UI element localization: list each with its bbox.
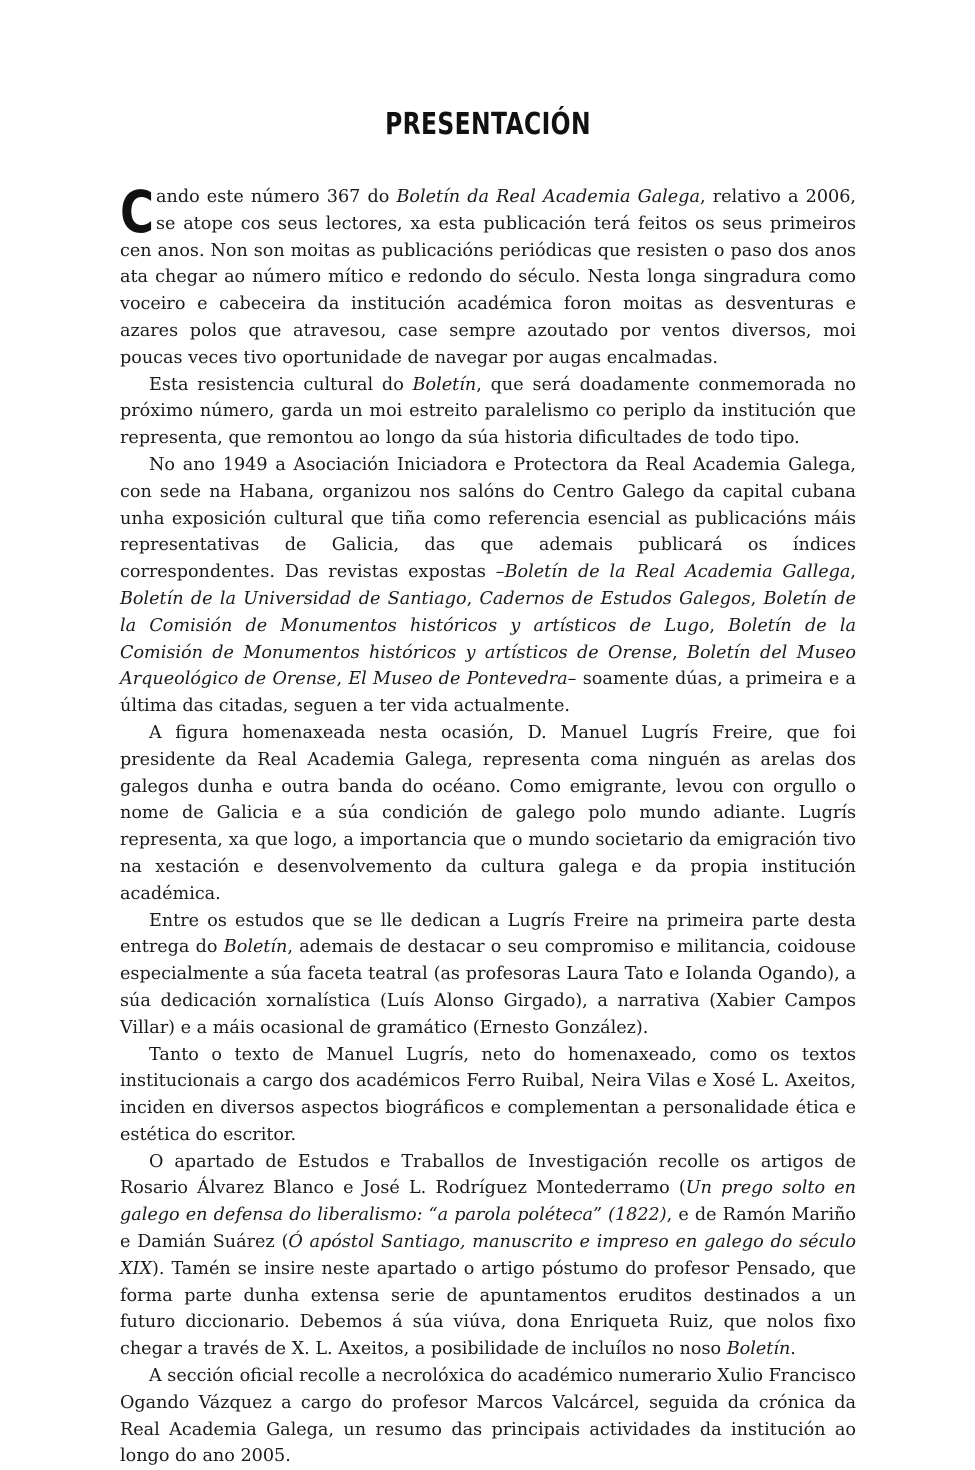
text-run: , que será doadamente conmemorada no próximo número, garda un moi estreito paralelismo co periplo da institución que representa, que remontou ao longo da súa historia dificultades de todo tipo. (120, 374, 856, 449)
paragraph-7 (120, 1149, 856, 1363)
paragraph-5 (120, 908, 856, 1042)
text-run: O apartado de Estudos e Traballos de Investigación recolle os artigos de Rosario Álvarez Blanco e José L. Rodríguez Montederramo ( (120, 1151, 856, 1199)
text-run: , (672, 642, 688, 663)
italic-title: El Museo de Pontevedra (348, 669, 568, 690)
text-run: No ano 1949 a Asociación Iniciadora e Protectora da Real Academia Galega, con sede na Habana, organizou nos salóns do Centro Galego da capital cubana unha exposición cultural que tiña como referencia esencial as publicacións máis representativas de Galicia, das que ademais publicará os índices correspondentes. Das revistas expostas – (120, 454, 856, 583)
text-run: Entre os estudos que se lle dedican a Lugrís Freire na primeira parte desta entrega do (120, 910, 856, 958)
text-run: , (336, 669, 349, 690)
italic-title: Boletín de la Universidad de Santiago (120, 588, 467, 609)
italic-title: Boletín (412, 374, 477, 395)
italic-title: Boletín del Museo Arqueológico de Orense (120, 642, 856, 690)
text-run: ). Tamén se insire neste apartado o artigo póstumo do profesor Pensado, que forma parte dunha extensa serie de apuntamentos eruditos destinados a un futuro diccionario. Debemos á súa viúva, dona Enriqueta Ruiz, que nolos fixo chegar a través de X. L. Axeitos, a posibilidade de incluílos no noso (120, 1258, 856, 1360)
text-run: ando este número 367 do (156, 187, 397, 207)
paragraph-2 (120, 372, 856, 452)
italic-title: Un prego solto en galego en defensa do liberalismo: “a parola poléteca” (1822) (120, 1178, 857, 1226)
text-run: , (850, 562, 856, 583)
text-run: , relativo a 2006, se atope cos seus lectores, xa esta publicación terá feitos os seus primeiros cen anos. Non son moitas as publicacións periódicas que resisten o paso dos anos ata chegar ao número mítico e redondo do século. Nesta longa singradura como voceiro e cabeceira da institución académica foron moitas as desventuras e azares polos que atravesou, case sempre azoutado por ventos diversos, moi poucas veces tivo oportunidade de navegar por augas encalmadas. (120, 187, 856, 368)
italic-title: Boletín da Real Academia Galega (396, 187, 700, 207)
paragraph-6: Tanto o texto de Manuel Lugrís, neto do homenaxeado, como os textos institucionais a cargo dos académicos Ferro Ruibal, Neira Vilas e Xosé L. Axeitos, inciden en diversos aspectos biográficos e complementan a personalidade ética e estética do escritor. (120, 1044, 856, 1145)
text-run: , (709, 615, 729, 636)
text-run: Esta resistencia cultural do (149, 374, 413, 395)
italic-title: Boletín de la Comisión de Monumentos históricos y artísticos de Orense (120, 615, 856, 663)
italic-title: Boletín (223, 937, 288, 958)
text-run: , (750, 588, 764, 609)
paragraph-4: A figura homenaxeada nesta ocasión, D. Manuel Lugrís Freire, que foi presidente da Real Academia Galega, representa coma ninguén as arelas dos galegos dunha e outra banda do océano. Como emigrante, levou con orgullo o nome de Galicia e a súa condición de galego polo mundo adiante. Lugrís representa, xa que logo, a importancia que o mundo societario da emigración tivo na xestación e desenvolvemento da cultura galega e da propia institución académica. (120, 722, 856, 904)
text-run: , ademais de destacar o seu compromiso e militancia, coidouse especialmente a súa faceta teatral (as profesoras Laura Tato e Iolanda Ogando), a súa dedicación xornalística (Luís Alonso Girgado), a narrativa (Xabier Campos Villar) e a máis ocasional de gramático (Ernesto González). (120, 937, 856, 1038)
italic-title: Cadernos de Estudos Galegos (479, 588, 751, 609)
text-run: – soamente dúas, a primeira e a última das citadas, seguen a ter vida actualmente. (120, 669, 856, 717)
text-run: . (790, 1339, 796, 1360)
page-title: PRESENTACIÓN (385, 107, 591, 142)
text-run: , (466, 588, 480, 609)
italic-title: Boletín de la Real Academia Gallega (504, 562, 851, 583)
paragraph-3 (120, 452, 856, 720)
paragraph-1 (120, 178, 856, 372)
text-run: , e de Ramón Mariño e Damián Suárez ( (120, 1205, 856, 1253)
italic-title: Ó apóstol Santiago, manuscrito e impreso en galego do século XIX (120, 1232, 856, 1279)
drop-cap: C (120, 178, 155, 246)
italic-title: Boletín (726, 1339, 791, 1360)
italic-title: Boletín de la Comisión de Monumentos históricos y artísticos de Lugo (120, 588, 856, 636)
paragraph-8: A sección oficial recolle a necrolóxica do académico numerario Xulio Francisco Ogando Vázquez a cargo do profesor Marcos Valcárcel, seguida da crónica da Real Academia Galega, un resumo das principais actividades da institución ao longo do ano 2005. (120, 1366, 856, 1467)
article-body (120, 178, 857, 1470)
